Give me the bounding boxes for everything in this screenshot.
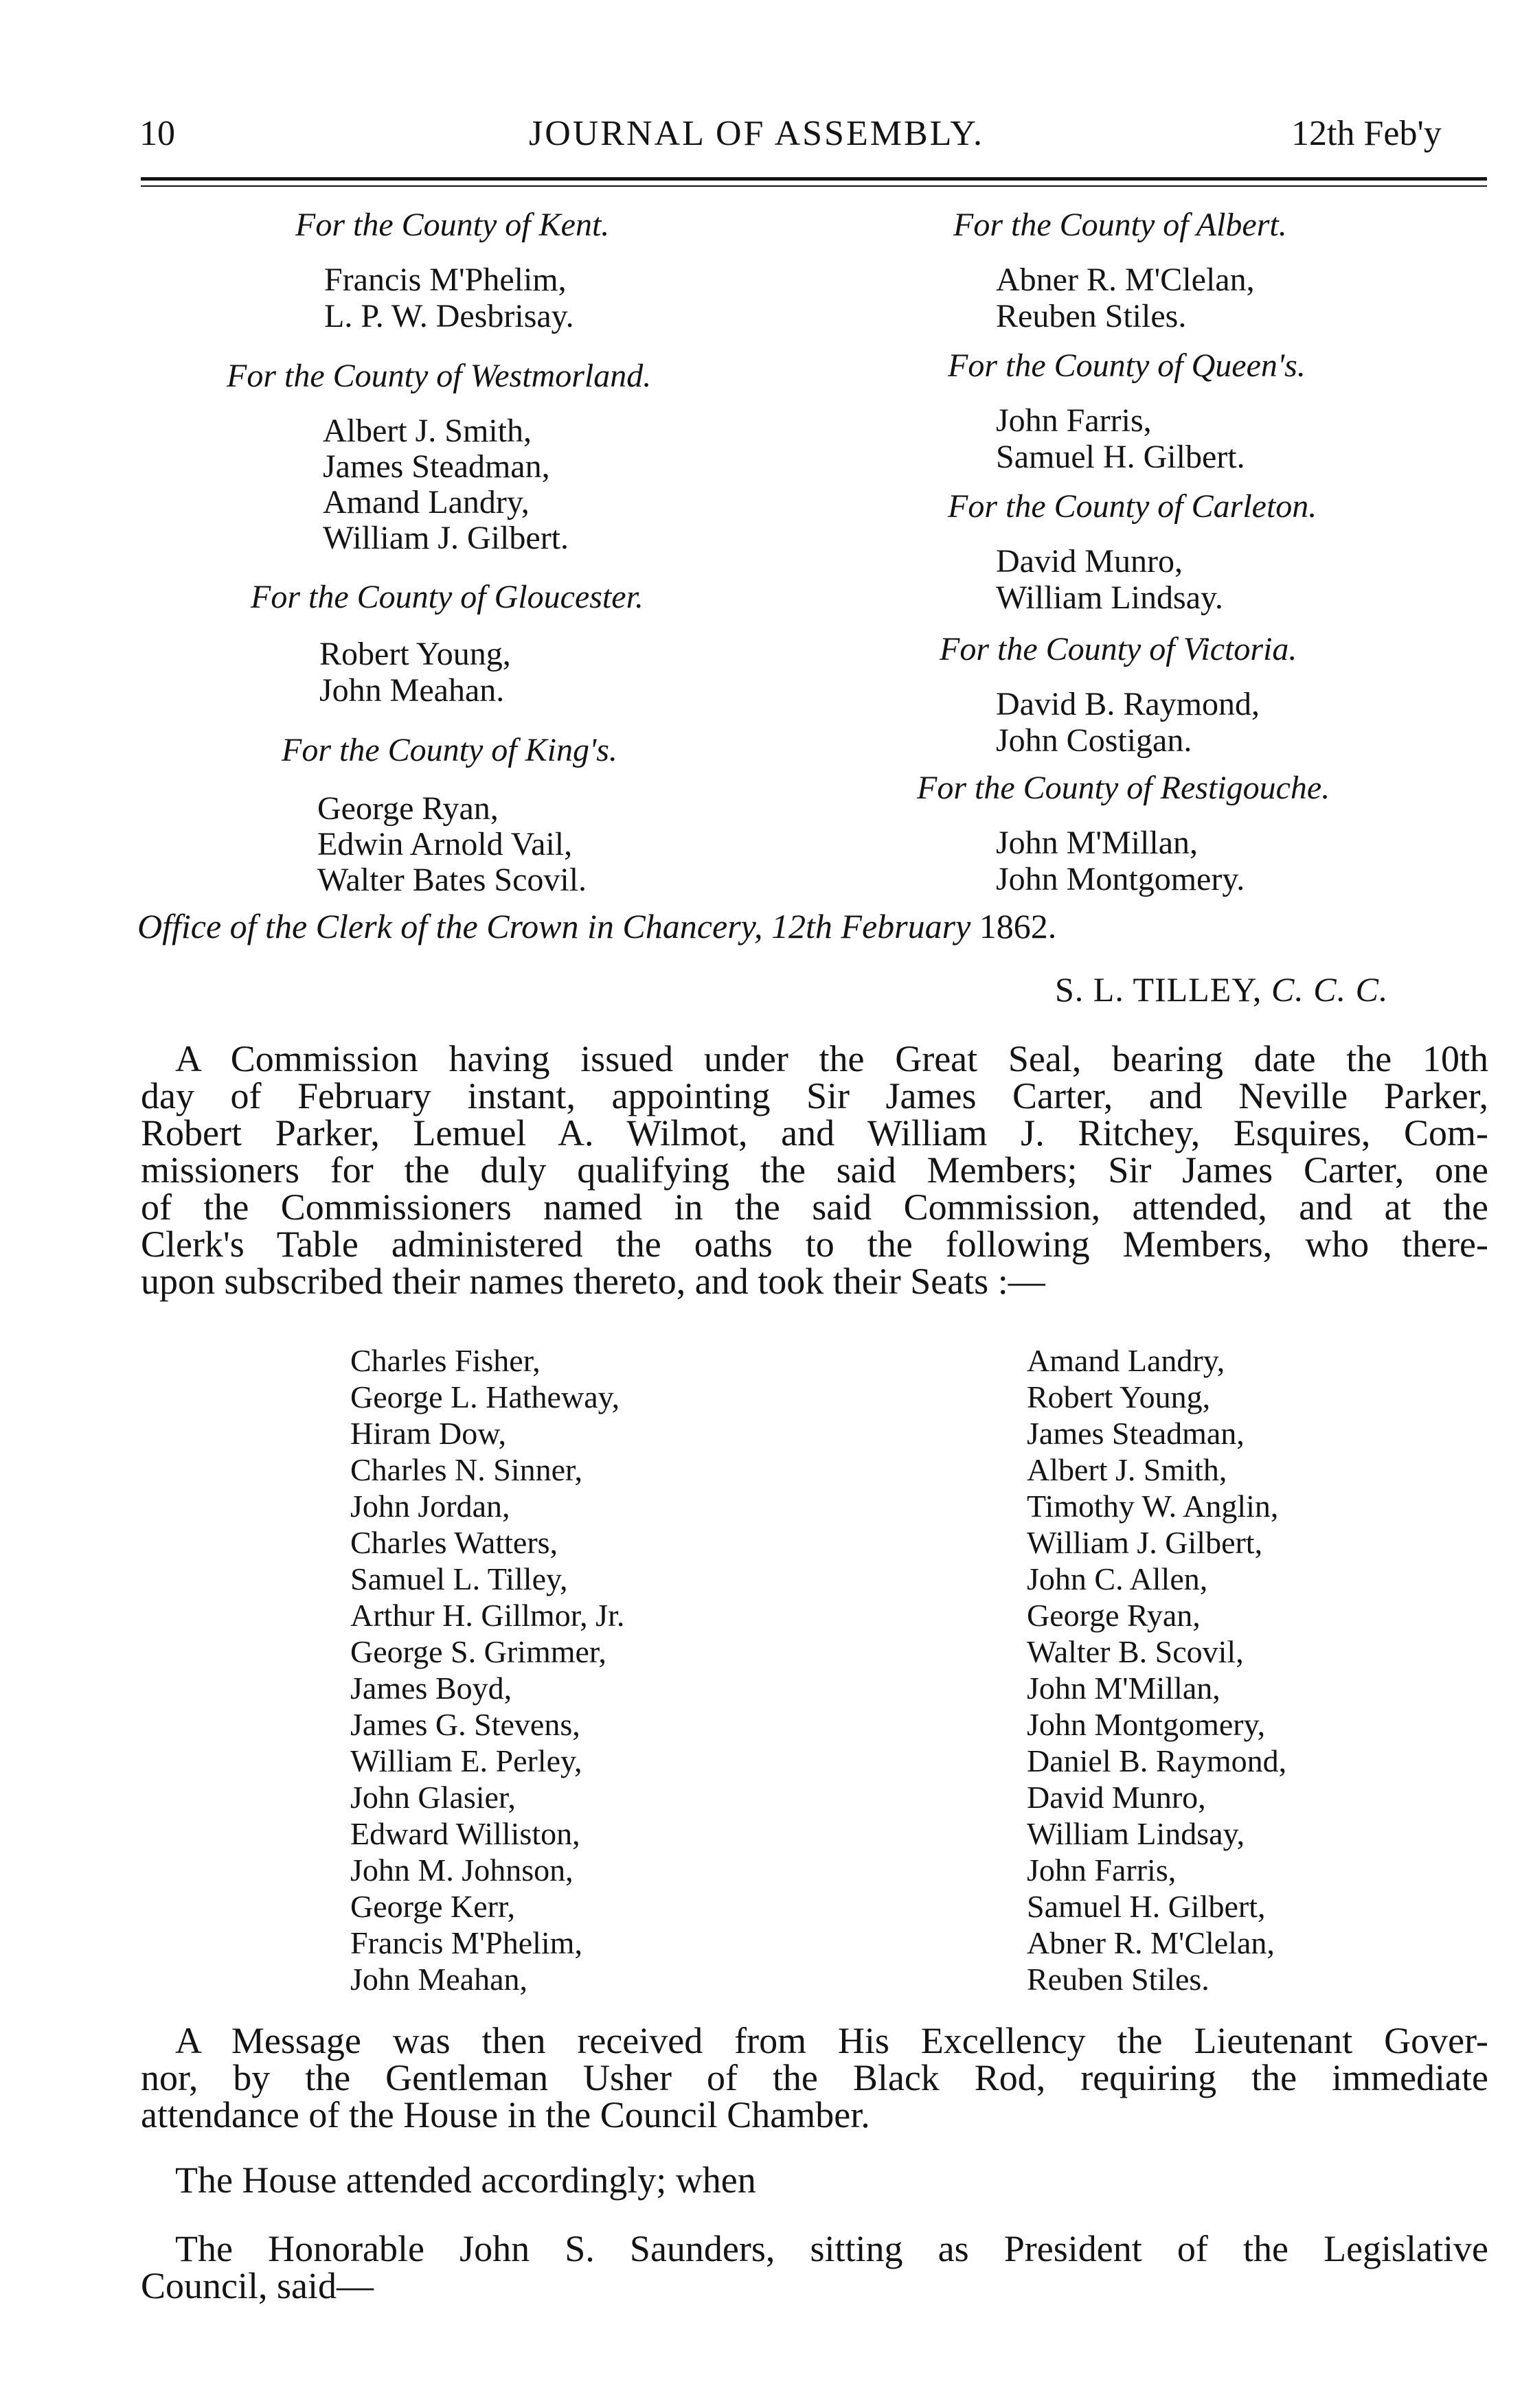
office-line (137, 906, 1056, 946)
member-list-item: James Steadman, (1027, 1416, 1245, 1451)
member-list-item: George L. Hatheway, (350, 1379, 620, 1414)
header-rule-thick (141, 177, 1487, 181)
member-list-item: Amand Landry, (1027, 1343, 1225, 1378)
county-heading-albert: For the County of Albert. (953, 207, 1287, 243)
member-name: William Lindsay. (996, 580, 1223, 616)
member-list-item: William J. Gilbert, (1027, 1525, 1263, 1560)
member-name: George Ryan, (317, 790, 499, 827)
member-list-item: Timothy W. Anglin, (1027, 1489, 1279, 1524)
member-list-item: George Kerr, (350, 1889, 515, 1924)
member-name: Reuben Stiles. (996, 298, 1187, 334)
member-name: David B. Raymond, (996, 686, 1260, 722)
text-line: of the Commissioners named in the said Commission, attended, and at the (141, 1186, 1488, 1228)
member-list-item: John Meahan, (350, 1962, 528, 1997)
member-name: Edwin Arnold Vail, (317, 826, 573, 862)
member-name: Amand Landry, (323, 484, 530, 520)
header-rule-thin (141, 185, 1487, 187)
member-name: Francis M'Phelim, (324, 262, 567, 298)
member-name: Samuel H. Gilbert. (996, 439, 1245, 475)
member-list-item: Walter B. Scovil, (1027, 1634, 1244, 1669)
county-heading-carleton: For the County of Carleton. (948, 488, 1317, 525)
member-list-item: Hiram Dow, (350, 1416, 506, 1451)
member-name: John Costigan. (996, 722, 1192, 759)
text-line: A Message was then received from His Excellency the Lieutenant Gover- (175, 2020, 1488, 2061)
member-list-item: Daniel B. Raymond, (1027, 1743, 1287, 1778)
county-heading-gloucester: For the County of Gloucester. (251, 579, 644, 615)
signature-name: S. L. TILLEY, (1055, 970, 1262, 1009)
member-name: Abner R. M'Clelan, (996, 262, 1255, 298)
member-list-item: John C. Allen, (1027, 1561, 1208, 1596)
office-date-year: 1862. (979, 907, 1057, 945)
member-list-item: Edward Williston, (350, 1816, 580, 1851)
member-list-item: James G. Stevens, (350, 1707, 580, 1742)
text-line: attendance of the House in the Council Chamber. (141, 2094, 870, 2135)
signature-title: C. C. C. (1271, 970, 1389, 1009)
member-list-item: George S. Grimmer, (350, 1634, 606, 1669)
member-list-item: David Munro, (1027, 1780, 1206, 1815)
text-line: nor, by the Gentleman Usher of the Black Rod, requiring the immediate (141, 2057, 1488, 2098)
member-name: John M'Millan, (996, 825, 1198, 861)
header-date: 12th Feb'y (1291, 114, 1442, 153)
paragraph-commission (141, 1040, 1488, 1300)
text-line: The House attended accordingly; when (175, 2159, 756, 2201)
text-line: day of February instant, appointing Sir James Carter, and Neville Parker, (141, 1075, 1488, 1116)
page-title: JOURNAL OF ASSEMBLY. (529, 114, 985, 153)
member-name: Walter Bates Scovil. (317, 862, 587, 898)
member-name: John Meahan. (319, 672, 505, 709)
text-line: Council, said— (141, 2265, 374, 2306)
text-line: Clerk's Table administered the oaths to the following Members, who there- (141, 1224, 1488, 1265)
member-list-item: Albert J. Smith, (1027, 1452, 1227, 1487)
member-name: James Steadman, (323, 448, 550, 485)
paragraph-message (141, 2022, 1488, 2133)
county-heading-westmorland: For the County of Westmorland. (227, 358, 652, 394)
member-list-item: Charles Fisher, (350, 1343, 541, 1378)
member-list-item: William Lindsay, (1027, 1816, 1245, 1851)
text-line: upon subscribed their names thereto, and took their Seats :— (141, 1261, 1045, 1302)
office-name: Office of the Clerk of the Crown in Chancery, (137, 907, 763, 945)
member-list-item: Abner R. M'Clelan, (1027, 1925, 1275, 1960)
office-date-day: 12th February (771, 907, 971, 945)
member-list-item: Charles N. Sinner, (350, 1452, 582, 1487)
member-name: John Montgomery. (996, 861, 1245, 897)
member-name: Robert Young, (319, 636, 511, 672)
text-line: A Commission having issued under the Great Seal, bearing date the 10th (175, 1038, 1488, 1079)
county-heading-restigouche: For the County of Restigouche. (917, 770, 1330, 806)
county-heading-victoria: For the County of Victoria. (940, 631, 1297, 667)
member-list-item: Robert Young, (1027, 1379, 1211, 1414)
member-list-item: George Ryan, (1027, 1598, 1201, 1633)
county-heading-kent: For the County of Kent. (295, 207, 610, 243)
member-list-item: John Jordan, (350, 1489, 510, 1524)
member-list-item: John M. Johnson, (350, 1853, 573, 1888)
member-name: David Munro, (996, 543, 1183, 580)
page-number: 10 (139, 114, 175, 153)
text-line: Robert Parker, Lemuel A. Wilmot, and William J. Ritchey, Esquires, Com- (141, 1112, 1488, 1154)
member-list-item: Samuel L. Tilley, (350, 1561, 568, 1596)
member-list-item: James Boyd, (350, 1671, 512, 1706)
member-name: Albert J. Smith, (323, 413, 532, 449)
county-heading-queens: For the County of Queen's. (948, 347, 1306, 384)
member-list-item: John Farris, (1027, 1853, 1177, 1888)
paragraph-saunders (141, 2230, 1488, 2304)
text-line: The Honorable John S. Saunders, sitting as President of the Legislative (175, 2228, 1488, 2269)
signature (1055, 970, 1389, 1009)
member-list-item: Arthur H. Gillmor, Jr. (350, 1598, 625, 1633)
member-list-item: John Montgomery, (1027, 1707, 1266, 1742)
member-name: L. P. W. Desbrisay. (324, 298, 574, 334)
member-name: John Farris, (996, 402, 1152, 439)
member-list-item: Samuel H. Gilbert, (1027, 1889, 1266, 1924)
member-list-item: John M'Millan, (1027, 1671, 1220, 1706)
paragraph-attended (141, 2159, 1488, 2201)
member-list-item: Reuben Stiles. (1027, 1962, 1209, 1997)
member-name: William J. Gilbert. (323, 520, 569, 556)
county-heading-kings: For the County of King's. (282, 732, 617, 768)
member-list-item: John Glasier, (350, 1780, 516, 1815)
member-list-item: Francis M'Phelim, (350, 1925, 582, 1960)
text-line: missioners for the duly qualifying the said Members; Sir James Carter, one (141, 1149, 1488, 1191)
member-list-item: Charles Watters, (350, 1525, 558, 1560)
member-list-item: William E. Perley, (350, 1743, 582, 1778)
